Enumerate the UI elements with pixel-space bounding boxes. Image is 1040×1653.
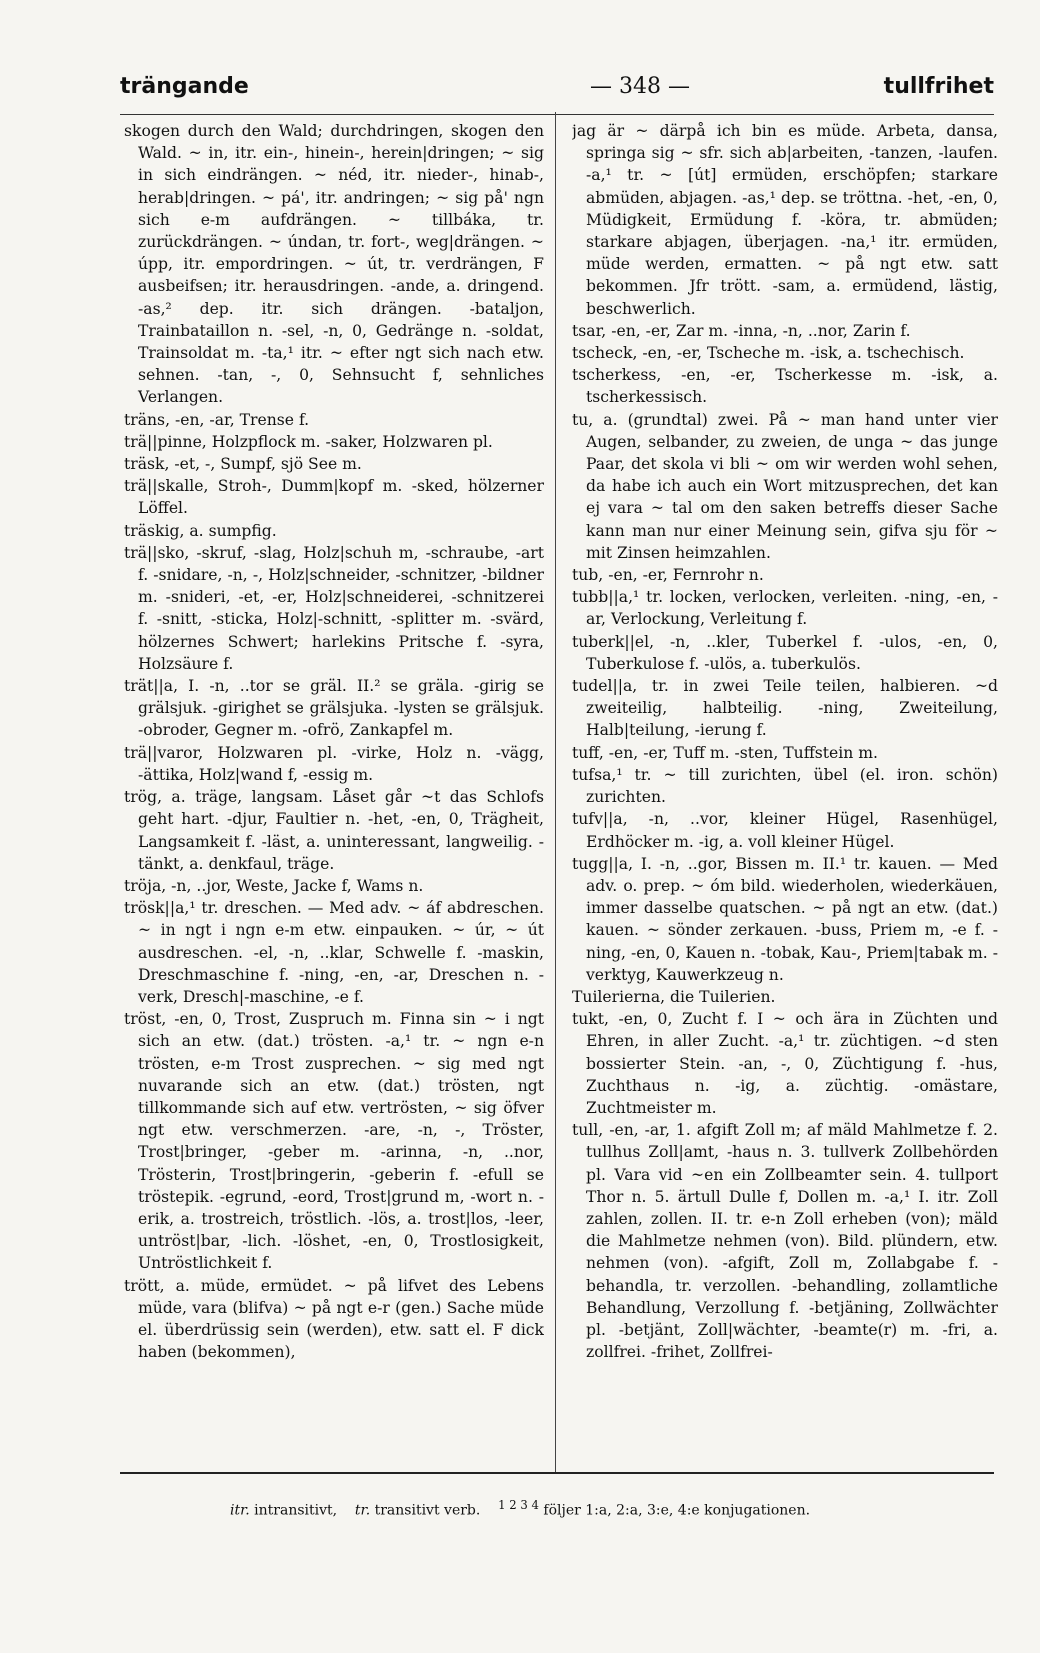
entry: tugg||a, I. -n, ..gor, Bissen m. II.¹ tr. kauen. — Med adv. o. prep. ~ óm bild. wiederholen, wiederkäuen, immer dasselbe quatschen. ~ på ngt an etw. (dat.) kauen. ~ sönder zerkauen. -buss, Priem m, -e f. -ning, -en, 0, Kauen n. -tobak, Kau-, Priem|tabak m. -verktyg, Kauwerkzeug n. (572, 854, 998, 984)
entry: tull, -en, -ar, 1. afgift Zoll m; af mäld Mahlmetze f. 2. tullhus Zoll|amt, -haus n. 3. tullverk Zollbehörden pl. Vara vid ~en ein Zollbeamter sein. 4. tullport Thor n. 5. ärtull Dulle f, Dollen m. -a,¹ I. itr. Zoll zahlen, zollen. II. tr. e-n Zoll erheben (von); mäld die Mahlmetze nehmen (von). Bild. plündern, etw. nehmen (von). -afgift, Zoll m, Zollabgabe f. -behandla, tr. verzollen. -behandling, zollamtliche Behandlung, Verzollung f. -betjäning, Zollwächter pl. -betjänt, Zoll|wächter, -beamte(r) m. -fri, a. zollfrei. -frihet, Zollfrei- (572, 1121, 998, 1362)
header-rule (120, 114, 994, 115)
page-footer (230, 1498, 994, 1519)
entry: tuff, -en, -er, Tuff m. -sten, Tuffstein m. (572, 743, 879, 762)
entry: träskig, a. sumpfig. (124, 521, 277, 540)
header-left-guideword: trängande (120, 74, 249, 99)
entry: trä||pinne, Holzpflock m. -saker, Holzwaren pl. (124, 432, 493, 451)
entry: tscheck, -en, -er, Tscheche m. -isk, a. tschechisch. (572, 344, 965, 363)
entry: träns, -en, -ar, Trense f. (124, 410, 310, 429)
footer-conj-text: följer 1:a, 2:a, 3:e, 4:e konjugationen. (543, 1502, 811, 1519)
column-divider (555, 112, 556, 1472)
entry: skogen durch den Wald; durchdringen, skogen den Wald. ~ in, itr. ein-, hinein-, herein|dringen; ~ sig in sich eindrängen. ~ néd, itr. nieder-, hinab-, herab|dringen. ~ pá', itr. andringen; ~ sig på' ngn sich e-m aufdrängen. ~ tillbáka, tr. zurückdrängen. ~ úndan, tr. fort-, weg|drängen. ~ úpp, itr. empordringen. ~ út, tr. verdrängen, F ausbeifsen; itr. herausdringen. -ande, a. dringend. -as,² dep. itr. sich drängen. -bataljon, Trainbataillon n. -sel, -n, 0, Gedränge n. -soldat, Trainsoldat m. -ta,¹ itr. ~ efter ngt sich nach etw. sehnen. -tan, -, 0, Sehnsucht f, sehnliches Verlangen. (124, 122, 544, 407)
footer-tr-text: transitivt verb. (374, 1502, 481, 1519)
footer-itr-abbr: itr. (230, 1502, 250, 1519)
entry: tröst, -en, 0, Trost, Zuspruch m. Finna sin ~ i ngt sich an etw. (dat.) trösten. -a,¹ tr. ~ ngn e-n trösten, e-m Trost zusprechen. ~ sig med ngt nuvarande sich an etw. (dat.) trösten, ngt tillkommande sich auf etw. vertrösten, ~ sig öfver ngt etw. verschmerzen. -are, -n, -, Tröster, Trost|bringer, -geber m. -arinna, -n, ..nor, Trösterin, Trost|bringerin, -geberin f. -efull se tröstерik. -egrund, -eord, Trost|grund m, -wort n. -erik, a. trostreich, tröstlich. -lös, a. trost|los, -leer, untröst|bar, -lich. -löshet, -en, 0, Trostlosigkeit, Untröstlichkeit f. (124, 1010, 544, 1273)
entry: tufsa,¹ tr. ~ till zurichten, übel (el. iron. schön) zurichten. (572, 765, 998, 807)
entry: tröja, -n, ..jor, Weste, Jacke f, Wams n. (124, 876, 424, 895)
entry: trä||sko, -skruf, -slag, Holz|schuh m, -schraube, -art f. -snidare, -n, -, Holz|schneider, -schnitzer, -bildner m. -snideri, -et, -er, Holz|schneiderei, -schnitzerei f. -snitt, -sticka, Holz|-schnitt, -splitter m. -svärd, hölzernes Schwert; harlekins Pritsche f. -syra, Holzsäure f. (124, 543, 544, 673)
footer-rule (120, 1472, 994, 1474)
entry: trä||skalle, Stroh-, Dumm|kopf m. -sked, hölzerner Löffel. (124, 477, 544, 518)
entry: tudel||a, tr. in zwei Teile teilen, halbieren. ~d zweiteilig, halbteilig. -ning, Zweiteilung, Halb|teilung, -ierung f. (572, 677, 998, 740)
entry: trött, a. müde, ermüdet. ~ på lifvet des Lebens müde, vara (blifva) ~ på ngt e-r (gen.) Sache müde el. überdrüssig sein (werden), etw. satt el. F dick haben (bekommen), (124, 1276, 544, 1362)
entry: jag är ~ därpå ich bin es müde. Arbeta, dansa, springa sig ~ sfr. sich ab|arbeiten, -tanzen, -laufen. -a,¹ tr. ~ [út] ermüden, erschöpfen; starkare abmüden, abjagen. -as,¹ dep. se tröttna. -het, -en, 0, Müdigkeit, Ermüdung f. -köra, tr. abmüden; starkare abjagen, überjagen. -na,¹ itr. ermüden, müde werden, ermatten. ~ på ngt etw. satt bekommen. Jfr trött. -sam, a. ermüdend, lästig, beschwerlich. (572, 122, 998, 318)
entry: tu, a. (grundtal) zwei. På ~ man hand unter vier Augen, selbander, zu zweien, de unga ~ das junge Paar, det skola vi bli ~ om wir werden wohl sehen, da habe ich auch ein Wort mitzusprechen, det kan ej vara ~ tal om den saken betreffs dieser Sache kann man nur einer Meinung sein, gifva sju för ~ mit Zinsen heimzahlen. (572, 410, 998, 562)
header-right-guideword: tullfrihet (883, 74, 994, 99)
entry: träsk, -et, -, Sumpf, sjö See m. (124, 455, 362, 474)
footer-superscripts: 1 2 3 4 (498, 1498, 539, 1512)
entry: tsar, -en, -er, Zar m. -inna, -n, ..nor, Zarin f. (572, 321, 911, 340)
right-column (572, 120, 998, 1460)
page-number: — 348 — (590, 74, 690, 99)
entry: tub, -en, -er, Fernrohr n. (572, 566, 764, 585)
page-header (120, 68, 994, 108)
entry: trä||varor, Holzwaren pl. -virke, Holz n. -vägg, -ättika, Holz|wand f, -essig m. (124, 743, 544, 784)
entry: tubb||a,¹ tr. locken, verlocken, verleiten. -ning, -en, -ar, Verlockung, Verleitung f. (572, 588, 998, 629)
left-column (124, 120, 544, 1460)
entry: trät||a, I. -n, ..tor se gräl. II.² se gräla. -girig se grälsjuk. -girighet se grälsjuka. -lysten se grälsjuk. -obroder, Gegner m. -ofrö, Zankapfel m. (124, 677, 544, 740)
entry: Tuilerierna, die Tuilerien. (572, 987, 776, 1006)
entry: tscherkess, -en, -er, Tscherkesse m. -isk, a. tscherkessisch. (572, 366, 998, 407)
entry: tuberk||el, -n, ..kler, Tuberkel f. -ulos, -en, 0, Tuberkulose f. -ulös, a. tuberkulös. (572, 632, 998, 673)
footer-itr-text: intransitivt, (254, 1502, 338, 1519)
entry: tukt, -en, 0, Zucht f. I ~ och ära in Züchten und Ehren, in aller Zucht. -a,¹ tr. züchtigen. ~d sten bossierter Stein. -an, -, 0, Züchtigung f. -hus, Zuchthaus n. -ig, a. züchtig. -omästare, Zuchtmeister m. (572, 1010, 998, 1117)
footer-tr-abbr: tr. (354, 1502, 371, 1519)
entry: trög, a. träge, langsam. Låset går ~t das Schlofs geht hart. -djur, Faultier n. -het, -en, 0, Trägheit, Langsamkeit f. -läst, a. uninteressant, langweilig. -tänkt, a. denkfaul, träge. (124, 788, 544, 873)
entry: trösk||a,¹ tr. dreschen. — Med adv. ~ áf abdreschen. ~ in ngt i ngn e-m etw. einpauken. ~ úr, ~ út ausdreschen. -el, -n, ..klar, Schwelle f. -maskin, Dreschmaschine f. -ning, -en, -ar, Dreschen n. -verk, Dresch|-maschine, -e f. (124, 899, 544, 1006)
entry: tufv||a, -n, ..vor, kleiner Hügel, Rasenhügel, Erdhöcker m. -ig, a. voll kleiner Hügel. (572, 810, 998, 851)
